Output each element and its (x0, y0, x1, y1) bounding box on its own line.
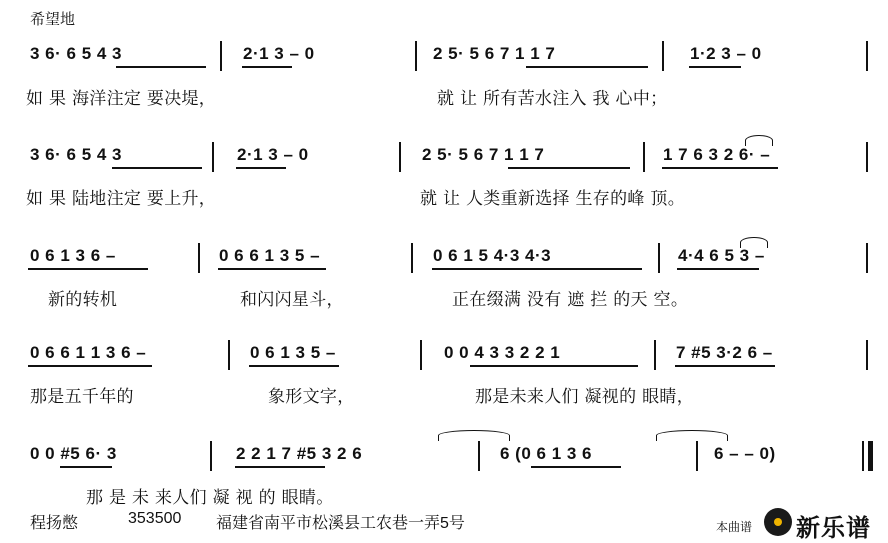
barline (643, 142, 645, 172)
vinyl-disc-icon (764, 508, 792, 536)
barline (866, 243, 868, 273)
barline (399, 142, 401, 172)
tie-arc (745, 135, 773, 146)
site-logo (764, 506, 884, 542)
notes-line4-bar3: 0 0 4 3 3 2 2 1 (444, 343, 561, 362)
lyric-line4-part1: 那是五千年的 (30, 387, 134, 407)
song-title: 希望地 (30, 11, 76, 28)
tie-arc (438, 430, 510, 441)
underline (531, 466, 621, 468)
barline (411, 243, 413, 273)
notes-line5-bar4: 6 – – 0) (714, 444, 776, 463)
underline (60, 466, 112, 468)
postcode: 353500 (128, 510, 182, 527)
author-name: 程扬憋 (30, 515, 79, 532)
lyric-line4-part2: 象形文字， (268, 387, 355, 407)
underline (689, 66, 741, 68)
source-label: 本曲谱 (716, 520, 753, 534)
notes-line1-bar3: 2 5· 5 6 7 1 1 7 (433, 44, 556, 63)
tie-arc (740, 237, 768, 248)
underline (218, 268, 326, 270)
barline (478, 441, 480, 471)
lyric-line3-part2: 和闪闪星斗， (240, 290, 344, 310)
barline (662, 41, 664, 71)
barline (696, 441, 698, 471)
lyric-line3-part3: 正在缀满 没有 遮 拦 的天 空。 (452, 290, 689, 310)
barline (866, 41, 868, 71)
tie-arc (656, 430, 728, 441)
underline (235, 466, 325, 468)
notes-line2-bar1: 3 6· 6 5 4 3 (30, 145, 123, 164)
lyric-line2-part2: 就 让 人类重新选择 生存的峰 顶。 (420, 189, 686, 209)
notes-line3-bar2: 0 6 6 1 3 5 – (219, 246, 321, 265)
lyric-line5: 那 是 未 来人们 凝 视 的 眼睛。 (86, 488, 334, 508)
notes-line5-bar1: 0 0 #5 6· 3 (30, 444, 117, 463)
barline (198, 243, 200, 273)
lyric-line4-part3: 那是未来人们 凝视的 眼睛， (475, 387, 695, 407)
barline (210, 441, 212, 471)
barline (228, 340, 230, 370)
underline (242, 66, 292, 68)
barline (658, 243, 660, 273)
notes-line2-bar2: 2·1 3 – 0 (237, 145, 309, 164)
underline (112, 167, 202, 169)
barline (654, 340, 656, 370)
notes-line3-bar4: 4·4 6 5 3 – (678, 246, 765, 265)
lyric-line1-part1: 如 果 海洋注定 要决堤， (26, 89, 217, 109)
notes-line5-bar3: 6 (0 6 1 3 6 (500, 444, 593, 463)
underline (470, 365, 638, 367)
address: 福建省南平市松溪县工农巷一弄5号 (216, 515, 465, 532)
lyric-line3-part1: 新的转机 (48, 290, 118, 310)
underline (116, 66, 206, 68)
barline (420, 340, 422, 370)
notes-line4-bar1: 0 6 6 1 1 3 6 – (30, 343, 147, 362)
notes-line3-bar1: 0 6 1 3 6 – (30, 246, 116, 265)
final-barline-thick (868, 441, 873, 471)
barline (866, 340, 868, 370)
underline (662, 167, 778, 169)
underline (28, 268, 148, 270)
barline (415, 41, 417, 71)
underline (508, 167, 630, 169)
notes-line1-bar1: 3 6· 6 5 4 3 (30, 44, 123, 63)
underline (675, 365, 775, 367)
underline (249, 365, 339, 367)
logo-text: 新乐谱 (796, 514, 871, 542)
barline (220, 41, 222, 71)
notes-line5-bar2: 2 2 1 7 #5 3 2 6 (236, 444, 363, 463)
underline (677, 268, 759, 270)
underline (526, 66, 648, 68)
barline (866, 142, 868, 172)
barline (212, 142, 214, 172)
underline (432, 268, 642, 270)
underline (28, 365, 152, 367)
notes-line1-bar2: 2·1 3 – 0 (243, 44, 315, 63)
notes-line3-bar3: 0 6 1 5 4·3 4·3 (433, 246, 552, 265)
notes-line4-bar2: 0 6 1 3 5 – (250, 343, 336, 362)
notes-line2-bar4: 1 7 6 3 2 6· – (663, 145, 771, 164)
lyric-line2-part1: 如 果 陆地注定 要上升， (26, 189, 217, 209)
notes-line1-bar4: 1·2 3 – 0 (690, 44, 762, 63)
lyric-line1-part2: 就 让 所有苦水注入 我 心中； (437, 89, 668, 109)
final-barline-thin (862, 441, 864, 471)
notes-line2-bar3: 2 5· 5 6 7 1 1 7 (422, 145, 545, 164)
underline (236, 167, 286, 169)
notes-line4-bar4: 7 #5 3·2 6 – (676, 343, 773, 362)
